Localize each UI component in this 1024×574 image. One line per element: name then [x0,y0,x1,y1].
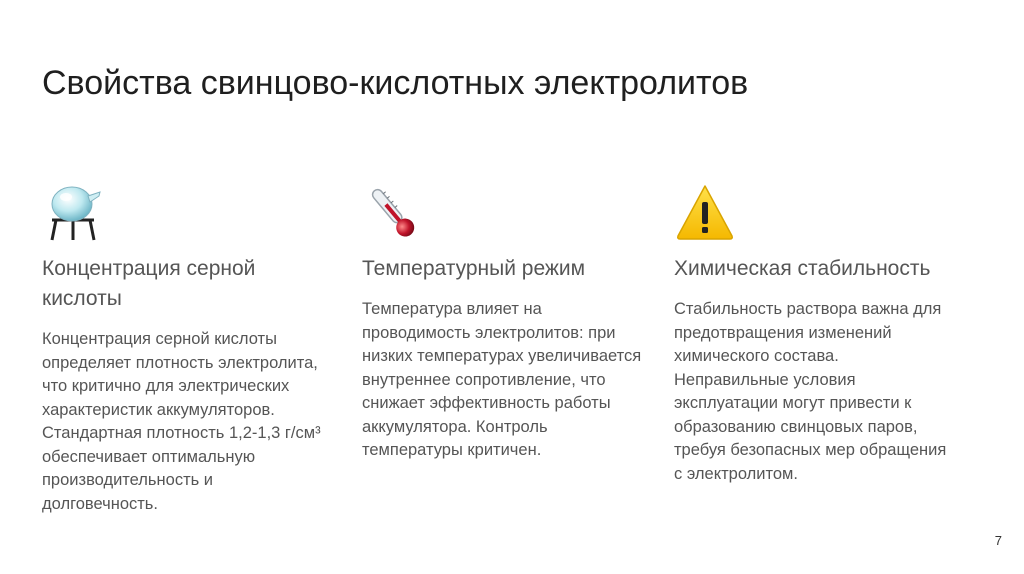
text-acid-concentration: Концентрация серной кислоты определяет плотность электролита, что критично для электрических характеристик аккумуляторов. Стандартная плотность 1,2-1,3 г/см³ обеспечивает оптимальную производительность и долговечность. [42,330,321,513]
heading-temperature: Температурный режим [362,257,586,280]
thermometer-icon [362,182,424,244]
column-chemical-stability [674,182,954,486]
warning-icon [674,182,736,244]
text-chemical-stability: Стабильность раствора важна для предотвращения изменений химического состава. Неправильные условия эксплуатации могут привести к образованию свинцовых паров, требуя безопасных мер обращения с электролитом. [674,300,947,483]
heading-chemical-stability: Химическая стабильность [674,257,931,280]
flask-on-tripod-icon [42,182,104,244]
column-temperature [362,182,642,463]
slide-title: Свойства свинцово-кислотных электролитов [42,64,749,102]
page-number: 7 [994,533,1002,548]
column-acid-concentration [42,182,322,516]
heading-acid-concentration: Концентрация серной кислоты [42,257,256,310]
text-temperature: Температура влияет на проводимость электролитов: при низких температурах увеличивается внутреннее сопротивление, что снижает эффективность работы аккумулятора. Контроль температуры критичен. [362,300,642,459]
